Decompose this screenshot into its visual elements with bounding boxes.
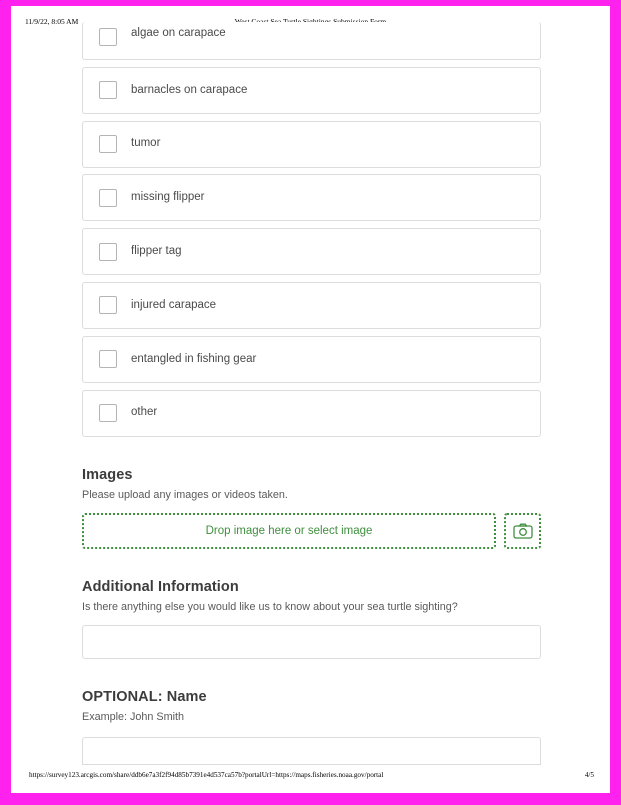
camera-icon <box>513 523 533 539</box>
image-dropzone-label: Drop image here or select image <box>205 524 373 537</box>
optional-name-subtitle: Example: John Smith <box>82 710 185 723</box>
camera-button[interactable] <box>504 513 541 549</box>
image-upload-row <box>82 513 541 549</box>
checkbox-icon[interactable] <box>99 28 117 46</box>
checkbox-row[interactable] <box>82 228 541 275</box>
print-footer <box>11 771 610 783</box>
form-content <box>82 22 541 765</box>
images-section-title: Images <box>82 466 133 483</box>
checkbox-row[interactable] <box>82 390 541 437</box>
print-footer-url: https://survey123.arcgis.com/share/ddb6e7a3f2f94d85b7391e4d537ca57b?portalUrl=https://maps.fisheries.noaa.gov/portal <box>29 771 384 779</box>
checkbox-icon[interactable] <box>99 189 117 207</box>
checkbox-label: missing flipper <box>131 191 205 204</box>
optional-name-section <box>82 689 541 765</box>
print-header-datetime: 11/9/22, 8:05 AM <box>25 17 79 26</box>
checkbox-icon[interactable] <box>99 296 117 314</box>
additional-information-subtitle: Is there anything else you would like us to know about your sea turtle sighting? <box>82 600 458 613</box>
checkbox-row[interactable] <box>82 282 541 329</box>
checkbox-label: tumor <box>131 137 161 150</box>
images-section-subtitle: Please upload any images or videos taken. <box>82 488 288 501</box>
checkbox-label: entangled in fishing gear <box>131 352 257 365</box>
checkbox-row[interactable] <box>82 336 541 383</box>
checkbox-icon[interactable] <box>99 81 117 99</box>
checkbox-row[interactable] <box>82 67 541 114</box>
print-footer-page: 4/5 <box>584 771 594 779</box>
optional-name-input[interactable] <box>82 737 541 765</box>
checkbox-row[interactable] <box>82 174 541 221</box>
checkbox-icon[interactable] <box>99 135 117 153</box>
images-section <box>82 467 541 549</box>
checkbox-label: flipper tag <box>131 244 182 257</box>
checkbox-icon[interactable] <box>99 404 117 422</box>
checkbox-label: other <box>131 406 158 419</box>
checkbox-label: injured carapace <box>131 298 217 311</box>
checkbox-label: barnacles on carapace <box>131 83 248 96</box>
checkbox-icon[interactable] <box>99 350 117 368</box>
checkbox-row[interactable] <box>82 22 541 60</box>
additional-information-input[interactable] <box>82 625 541 659</box>
document-page <box>11 6 610 793</box>
image-dropzone[interactable] <box>82 513 496 549</box>
additional-information-section <box>82 579 541 659</box>
additional-information-title: Additional Information <box>82 578 239 595</box>
optional-name-title: OPTIONAL: Name <box>82 688 207 705</box>
checkbox-row[interactable] <box>82 121 541 168</box>
checkbox-icon[interactable] <box>99 243 117 261</box>
checkbox-label: algae on carapace <box>131 27 226 39</box>
